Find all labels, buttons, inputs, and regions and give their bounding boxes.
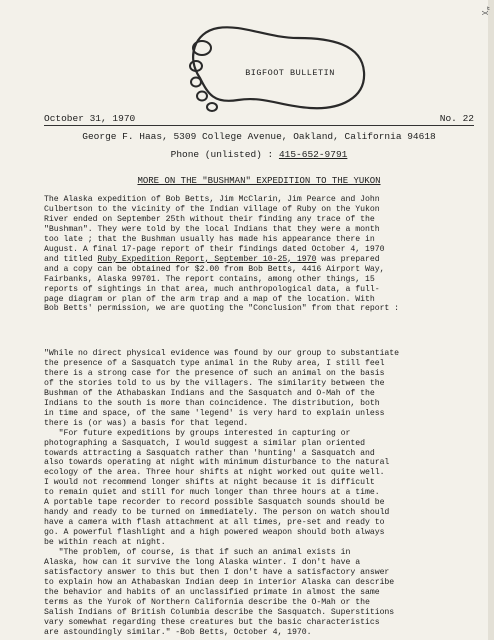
article-intro: [44, 195, 476, 314]
quote-line: photographing a Sasquatch, I would suggest a similar plan oriented: [44, 438, 365, 448]
issue-line: [44, 113, 474, 124]
intro-line: Bob Betts' permission, we are quoting the "Conclusion" from that report :: [44, 304, 400, 314]
intro-line: and a copy can be obtained for $2.00 from Bob Betts, 4416 Airport Way,: [44, 264, 385, 274]
header-divider: [44, 125, 474, 126]
issue-date: October 31, 1970: [44, 113, 136, 124]
intro-line: Culbertson to the vicinity of the Indian village of Ruby on the Yukon: [44, 204, 380, 214]
quote-line: "For future expeditions by groups interested in capturing or: [44, 428, 351, 438]
quote-line: Bushman of the Athabaskan Indians and the Sasquatch and O-Mah of the: [44, 388, 375, 398]
quote-line: in time and space, of the same 'legend' is very hard to explain unless: [44, 408, 385, 418]
intro-line-pre: and titled: [44, 254, 98, 264]
quote-line: have a camera with flash attachment at all times, pre-set and ready to: [44, 518, 385, 528]
intro-line: too late ; that the Bushman usually has made his appearance there in: [44, 234, 375, 244]
quote-line: of the stories told to us by the villagers. The similarity between the: [44, 378, 385, 388]
intro-line: The Alaska expedition of Bob Betts, Jim McClarin, Jim Pearce and John: [44, 195, 380, 204]
editor-phone: [44, 149, 474, 160]
quote-line: there is a strong case for the presence of such an animal on the basis: [44, 368, 385, 378]
quote-line: there is (or was) a basis for that legend.: [44, 418, 249, 428]
quote-line: also towards operating at night with minimum disturbance to the natural: [44, 458, 390, 468]
quote-line: to explain how an Athabaskan Indian deep in interior Alaska can describe: [44, 577, 395, 587]
issue-number: No. 22: [439, 113, 474, 124]
quote-line: Salish Indians of British Columbia describe the Sasquatch. Superstitions: [44, 607, 395, 617]
quote-line: "The problem, of course, is that if such an animal exists in: [44, 548, 351, 558]
quote-line: I would not recommend longer shifts at night because it is difficult: [44, 478, 375, 488]
quote-line: Alaska, how can it survive the long Alaska winter. I don't have a: [44, 558, 361, 568]
editor-address: George F. Haas, 5309 College Avenue, Oakland, California 94618: [82, 131, 436, 142]
quote-line: vary somewhat regarding these creatures but the basic characteristics: [44, 617, 380, 627]
quote-line: are astoundingly similar." -Bob Betts, October 4, 1970.: [44, 627, 312, 637]
quote-line: ecology of the area. Three hour shifts at night worked out quite well.: [44, 468, 385, 478]
quote-line: the presence of a Sasquatch type animal in the Ruby area, I still feel: [44, 358, 385, 368]
quote-line: terms as the Yurok of Northern California describe the O-Mah or the: [44, 597, 370, 607]
intro-line: "Bushman". They were told by the local Indians that they were a month: [44, 224, 380, 234]
intro-line: River ended on September 25th without their finding any trace of the: [44, 214, 375, 224]
quote-line: go. A powerful flashlight and a high powered weapon should both always: [44, 528, 385, 538]
quote-line: be within reach at night.: [44, 538, 166, 548]
phone-number: 415-652-9791: [278, 149, 348, 160]
quote-line: Indians to the south is more than coincidence. The distribution, both: [44, 398, 380, 408]
quote-line: satisfactory answer to this but then I don't have a satisfactory answer: [44, 567, 390, 577]
quote-line: handy and ready to be turned on immediately. The person on watch should: [44, 508, 390, 518]
phone-label: Phone (unlisted) :: [170, 149, 279, 160]
intro-line: page diagram or plan of the arm trap and a map of the location. With: [44, 294, 375, 304]
quote-line: A portable tape recorder to record possible Sasquatch sounds should be: [44, 498, 385, 508]
intro-line: August. A final 17-page report of their findings dated October 4, 1970: [44, 244, 385, 254]
intro-line: Fairbanks, Alaska 99701. The report contains, among other things, 15: [44, 274, 375, 284]
article-quote: [44, 349, 476, 638]
page-edge: [488, 0, 494, 640]
intro-line: reports of sightings in that area, much anthropological data, a full-: [44, 284, 380, 294]
footprint-icon: [180, 8, 370, 118]
quote-line: to remain quiet and still for much longer than three hours at a time.: [44, 488, 380, 498]
quote-line: the behavior and habits of an unclassified primate in almost the same: [44, 587, 380, 597]
corner-mark: “χ: [480, 5, 490, 16]
article-headline: MORE ON THE "BUSHMAN" EXPEDITION TO THE YUKON: [137, 176, 381, 186]
quote-line: towards attracting a Sasquatch rather than 'hunting' a Sasquatch and: [44, 448, 375, 458]
quote-line: "While no direct physical evidence was found by our group to substantiate: [44, 349, 400, 358]
report-title: Ruby Expedition Report, September 10-25, 1970: [97, 254, 317, 264]
bulletin-title: BIGFOOT BULLETIN: [245, 68, 335, 78]
intro-line-post: was prepared: [316, 254, 380, 264]
